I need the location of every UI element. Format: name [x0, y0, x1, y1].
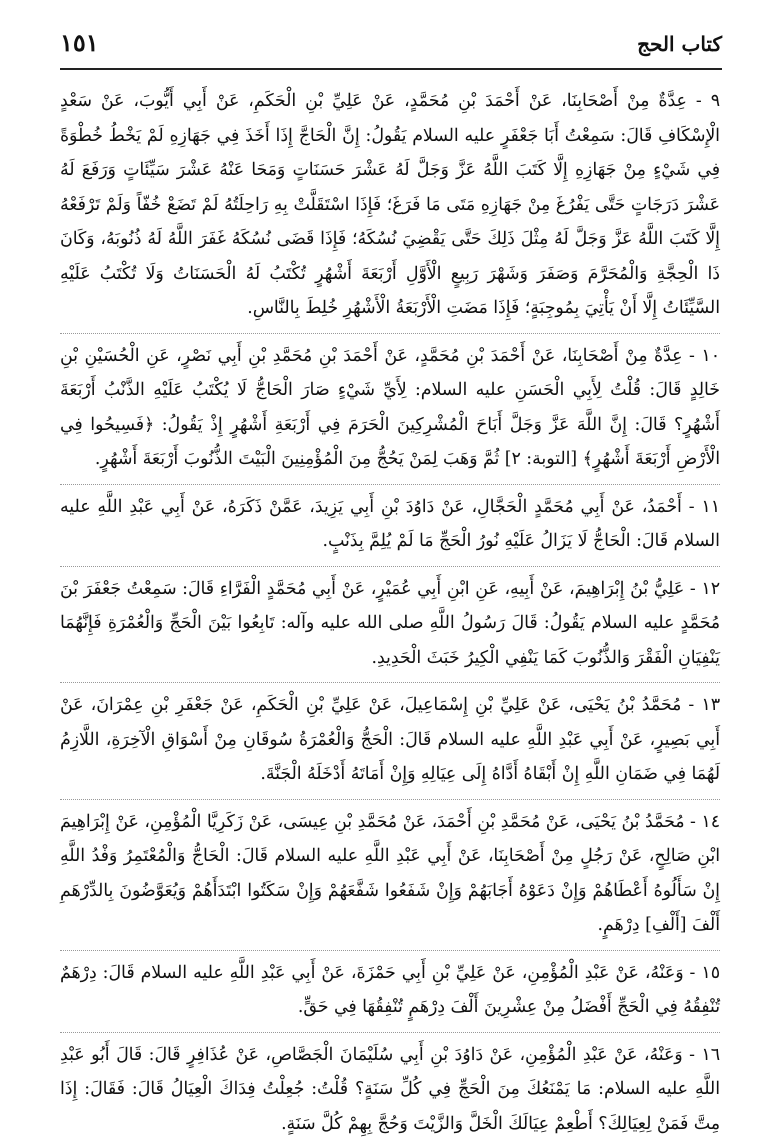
book-title: كتاب الحج [637, 32, 722, 56]
page-number: ١٥١ [60, 28, 99, 57]
paragraph-divider [60, 682, 720, 683]
paragraph-divider [60, 484, 720, 485]
paragraph-divider [60, 333, 720, 334]
paragraph-divider [60, 950, 720, 951]
paragraph-divider [60, 1032, 720, 1033]
hadith-paragraph: ٩ - عِدَّةٌ مِنْ أَصْحَابِنَا، عَنْ أَحْمَدَ بْنِ مُحَمَّدٍ، عَنْ عَلِيِّ بْنِ الْحَكَمِ، عَنْ أَبِي أَيُّوبَ، عَنْ سَعْدٍ الْإِسْكَافِ قَالَ: سَمِعْتُ أَبَا جَعْفَرٍ عليه السلام يَقُولُ: إِنَّ الْحَاجَّ إِذَا أَخَذَ فِي جَهَازِهِ لَمْ يَخْطُ خُطْوَةً فِي شَيْءٍ مِنْ جَهَازِهِ إِلَّا كَتَبَ اللَّهُ عَزَّ وَجَلَّ لَهُ عَشْرَ حَسَنَاتٍ وَمَحَا عَنْهُ عَشْرَ سَيِّئَاتٍ وَرَفَعَ لَهُ عَشْرَ دَرَجَاتٍ حَتَّى يَفْرُغَ مِنْ جَهَازِهِ مَتَى مَا فَرَغَ؛ فَإِذَا اسْتَقَلَّتْ بِهِ رَاحِلَتُهُ لَمْ تَضَعْ خُفّاً وَلَمْ تَرْفَعْهُ إِلَّا كَتَبَ اللَّهُ عَزَّ وَجَلَّ لَهُ مِثْلَ ذَلِكَ حَتَّى يَقْضِيَ نُسُكَهُ؛ فَإِذَا قَضَى نُسُكَهُ غَفَرَ اللَّهُ لَهُ ذُنُوبَهُ، وَكَانَ ذَا الْحِجَّةِ وَالْمُحَرَّمَ وَصَفَرَ وَشَهْرَ رَبِيعٍ الْأَوَّلِ أَرْبَعَةَ أَشْهُرٍ تُكْتَبُ لَهُ الْحَسَنَاتُ وَلَا تُكْتَبُ عَلَيْهِ السَّيِّئَاتُ إِلَّا أَنْ يَأْتِيَ بِمُوجِبَةٍ؛ فَإِذَا مَضَتِ الْأَرْبَعَةُ الْأَشْهُرِ خُلِطَ بِالنَّاسِ. [60, 84, 720, 326]
hadith-paragraph: ١٢ - عَلِيُّ بْنُ إِبْرَاهِيمَ، عَنْ أَبِيهِ، عَنِ ابْنِ أَبِي عُمَيْرٍ، عَنْ أَبِي مُحَمَّدٍ الْفَرَّاءِ قَالَ: سَمِعْتُ جَعْفَرَ بْنَ مُحَمَّدٍ عليه السلام يَقُولُ: قَالَ رَسُولُ اللَّهِ صلى الله عليه وآله: تَابِعُوا بَيْنَ الْحَجِّ وَالْعُمْرَةِ فَإِنَّهُمَا يَنْفِيَانِ الْفَقْرَ وَالذُّنُوبَ كَمَا يَنْفِي الْكِيرُ خَبَثَ الْحَدِيدِ. [60, 572, 720, 676]
hadith-paragraph: ١٣ - مُحَمَّدُ بْنُ يَحْيَى، عَنْ عَلِيِّ بْنِ إِسْمَاعِيلَ، عَنْ عَلِيِّ بْنِ الْحَكَمِ، عَنْ جَعْفَرِ بْنِ عِمْرَانَ، عَنْ أَبِي بَصِيرٍ، عَنْ أَبِي عَبْدِ اللَّهِ عليه السلام قَالَ: الْحَجُّ وَالْعُمْرَةُ سُوقَانِ مِنْ أَسْوَاقِ الْآخِرَةِ، اللَّازِمُ لَهُمَا فِي ضَمَانِ اللَّهِ إِنْ أَبْقَاهُ أَدَّاهُ إِلَى عِيَالِهِ وَإِنْ أَمَاتَهُ أَدْخَلَهُ الْجَنَّةَ. [60, 688, 720, 792]
hadith-paragraph: ١٥ - وَعَنْهُ، عَنْ عَبْدِ الْمُؤْمِنِ، عَنْ عَلِيِّ بْنِ أَبِي حَمْزَةَ، عَنْ أَبِي عَبْدِ اللَّهِ عليه السلام قَالَ: دِرْهَمٌ تُنْفِقُهُ فِي الْحَجِّ أَفْضَلُ مِنْ عِشْرِينَ أَلْفَ دِرْهَمٍ تُنْفِقُهَا فِي حَقٍّ. [60, 956, 720, 1025]
hadith-paragraph: ١٠ - عِدَّةٌ مِنْ أَصْحَابِنَا، عَنْ أَحْمَدَ بْنِ مُحَمَّدٍ، عَنْ أَحْمَدَ بْنِ مُحَمَّدِ بْنِ أَبِي نَصْرٍ، عَنِ الْحُسَيْنِ بْنِ خَالِدٍ قَالَ: قُلْتُ لِأَبِي الْحَسَنِ عليه السلام: لِأَيِّ شَيْءٍ صَارَ الْحَاجُّ لَا يُكْتَبُ عَلَيْهِ الذَّنْبُ أَرْبَعَةَ أَشْهُرٍ؟ قَالَ: إِنَّ اللَّهَ عَزَّ وَجَلَّ أَبَاحَ الْمُشْرِكِينَ الْحَرَمَ فِي أَرْبَعَةِ أَشْهُرٍ إِذْ يَقُولُ: ﴿فَسِيحُوا فِي الْأَرْضِ أَرْبَعَةَ أَشْهُرٍ﴾ [التوبة: ٢] ثُمَّ وَهَبَ لِمَنْ يَحُجُّ مِنَ الْمُؤْمِنِينَ الْبَيْتَ الذُّنُوبَ أَرْبَعَةَ أَشْهُرٍ. [60, 339, 720, 477]
paragraph-divider [60, 566, 720, 567]
paragraph-divider [60, 799, 720, 800]
page-header [60, 28, 722, 70]
hadith-paragraph: ١٤ - مُحَمَّدُ بْنُ يَحْيَى، عَنْ مُحَمَّدِ بْنِ أَحْمَدَ، عَنْ مُحَمَّدِ بْنِ عِيسَى، عَنْ زَكَرِيَّا الْمُؤْمِنِ، عَنْ إِبْرَاهِيمَ ابْنِ صَالِحٍ، عَنْ رَجُلٍ مِنْ أَصْحَابِنَا، عَنْ أَبِي عَبْدِ اللَّهِ عليه السلام قَالَ: الْحَاجُّ وَالْمُعْتَمِرُ وَفْدُ اللَّهِ إِنْ سَأَلُوهُ أَعْطَاهُمْ وَإِنْ دَعَوْهُ أَجَابَهُمْ وَإِنْ شَفَعُوا شَفَّعَهُمْ وَإِنْ سَكَتُوا ابْتَدَأَهُمْ وَيُعَوَّضُونَ بِالدِّرْهَمِ أَلْفَ [أَلْفِ] دِرْهَمٍ. [60, 805, 720, 943]
hadith-paragraph: ١٦ - وَعَنْهُ، عَنْ عَبْدِ الْمُؤْمِنِ، عَنْ دَاوُدَ بْنِ أَبِي سُلَيْمَانَ الْجَصَّاصِ، عَنْ عُذَافِرٍ قَالَ: قَالَ أَبُو عَبْدِ اللَّهِ عليه السلام: مَا يَمْنَعُكَ مِنَ الْحَجِّ فِي كُلِّ سَنَةٍ؟ قُلْتُ: جُعِلْتُ فِدَاكَ الْعِيَالُ قَالَ: فَقَالَ: إِذَا مِتَّ فَمَنْ لِعِيَالِكَ؟ أَطْعِمْ عِيَالَكَ الْخَلَّ وَالزَّيْتَ وَحُجَّ بِهِمْ كُلَّ سَنَةٍ. [60, 1038, 720, 1141]
page-body [60, 84, 720, 1095]
hadith-paragraph: ١١ - أَحْمَدُ، عَنْ أَبِي مُحَمَّدٍ الْحَجَّالِ، عَنْ دَاوُدَ بْنِ أَبِي يَزِيدَ، عَمَّنْ ذَكَرَهُ، عَنْ أَبِي عَبْدِ اللَّهِ عليه السلام قَالَ: الْحَاجُّ لَا يَزَالُ عَلَيْهِ نُورُ الْحَجِّ مَا لَمْ يُلِمَّ بِذَنْبٍ. [60, 490, 720, 559]
